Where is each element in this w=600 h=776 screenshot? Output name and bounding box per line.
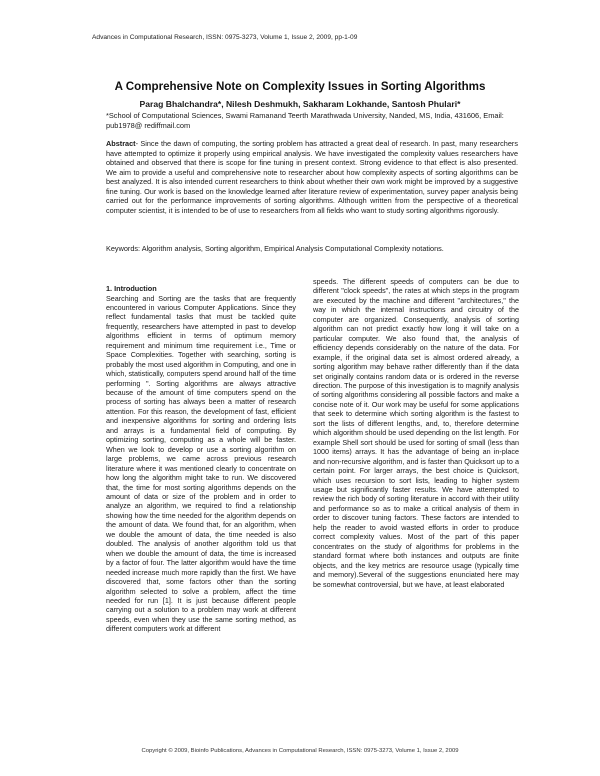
section-heading-introduction: 1. Introduction bbox=[106, 284, 157, 293]
abstract-label: Abstract bbox=[106, 139, 136, 148]
column-right bbox=[313, 277, 519, 589]
abstract-text: - Since the dawn of computing, the sorting problem has attracted a great deal of research. In past, many researchers have attempted to optimize it properly using empirical analysis. We have investigated the complexity values researchers have obtained and observed that there is scope for fine tuning in present context. Strong evidence to that effect is also presented. We aim to provide a useful and comprehensive note to researcher about how complexity aspects of sorting algorithms can be best analyzed. It is also intended current researchers to think about whether their own work might be improved by a suggestive fine tuning. Our work is based on the knowledge learned after literature review of experimentation, survey paper analysis being carried out for the performance improvements of sorting algorithms. Although written from the perspective of a theoretical computer scientist, it is intended to be of use to researchers from all fields who want to study sorting algorithms rigorously. bbox=[106, 139, 518, 215]
abstract bbox=[106, 139, 518, 215]
keywords: Keywords: Algorithm analysis, Sorting algorithm, Empirical Analysis Computational Complexity notations. bbox=[106, 244, 444, 253]
introduction-text-left: Searching and Sorting are the tasks that are frequently encountered in various Computer Applications. Since they reflect fundamental tasks that must be tackled quite frequently, researchers have attempted in past to develop algorithms efficient in terms of optimum memory requirement and minimum time requirement i.e., Time or Space Complexities. Together with searching, sorting is probably the most used algorithm in Computing, and one in which, statistically, computers spend around half of the time performing ". Sorting algorithms are always attractive because of the amount of time computers spend on the process of sorting has always been a matter of research attention. For this reason, the development of fast, efficient and inexpensive algorithms for sorting and ordering lists and arrays is a fundamental field of computing. By optimizing sorting, computing as a whole will be faster. When we look to develop or use a sorting algorithm on large problems, we came across previous research literature where it was mentioned clearly to concentrate on how long the algorithm might take to run. We discovered that, the time for most sorting algorithms depends on the amount of data or size of the problem and in order to analyze an algorithm, we required to find a relationship showing how the time needed for the algorithm depends on the amount of data. We found that, for an algorithm, when we double the amount of data, the time needed is also doubled. The analysis of another algorithm told us that when we double the amount of data, the time is increased by a factor of four. The latter algorithm would have the time needed increase much more rapidly than the first. We have discovered that, some factors other than the sorting algorithm selected to solve a problem, affect the time needed for run [1]. It is just because different people carrying out a solution to a problem may work at different speeds, even when they use the same sorting method, as different computers work at different bbox=[106, 293, 296, 634]
column-left bbox=[106, 284, 296, 634]
introduction-text-right: speeds. The different speeds of computers can be due to different "clock speeds", the rates at which steps in the program are executed by the machine and different "architectures," the way in which the internal instructions and circuitry of the computer are organized. Consequently, analysis of sorting algorithm can not predict exactly how long it will take on a particular computer. We also found that, the analysis of efficiency depends considerably on the nature of the data. For example, if the original data set is almost ordered already, a sorting algorithm may behave rather differently than if the data set originally contains random data or is ordered in the reverse direction. The purpose of this investigation is to magnify analysis of sorting algorithms considering all possible factors and make a concise note of it. Our work may be useful for some applications that seek to determine which sorting algorithm is the fastest to sort the lists of different lengths, and, to, therefore determine which algorithm should be used depending on the list length. For example Shell sort should be used for sorting of small (less than 1000 items) arrays. It has the advantage of being an in-place and non-recursive algorithm, and is faster than Quicksort up to a certain point. For larger arrays, the best choice is Quicksort, which uses recursion to sort lists, leading to higher system usage but significantly faster results. We have attempted to review the rich body of sorting literature in accord with their utility and performance so as to make a critical analysis of them in order to discover tuning factors. These factors are intended to help the reader to avoid wasted efforts in order to produce correct complexity values. Most of the part of this paper concentrates on the study of algorithms for problems in the standard format where both instances and outputs are finite objects, and the key metrics are resource usage (typically time and memory).Several of the suggestions enunciated here may be somewhat controversial, but we have, at least elaborated bbox=[313, 277, 519, 589]
copyright-footer: Copyright © 2009, Bioinfo Publications, Advances in Computational Research, ISSN: 0975-3273, Volume 1, Issue 2, 2009 bbox=[141, 748, 459, 754]
author-list: Parag Bhalchandra*, Nilesh Deshmukh, Sakharam Lokhande, Santosh Phulari* bbox=[139, 99, 461, 109]
journal-header: Advances in Computational Research, ISSN: 0975-3273, Volume 1, Issue 2, 2009, pp-1-09 bbox=[92, 34, 358, 41]
affiliation: *School of Computational Sciences, Swami Ramanand Teerth Marathwada University, Nanded, MS, India, 431606, Email: pub1978@ rediffmail.com bbox=[106, 111, 504, 130]
paper-title: A Comprehensive Note on Complexity Issues in Sorting Algorithms bbox=[114, 80, 486, 93]
